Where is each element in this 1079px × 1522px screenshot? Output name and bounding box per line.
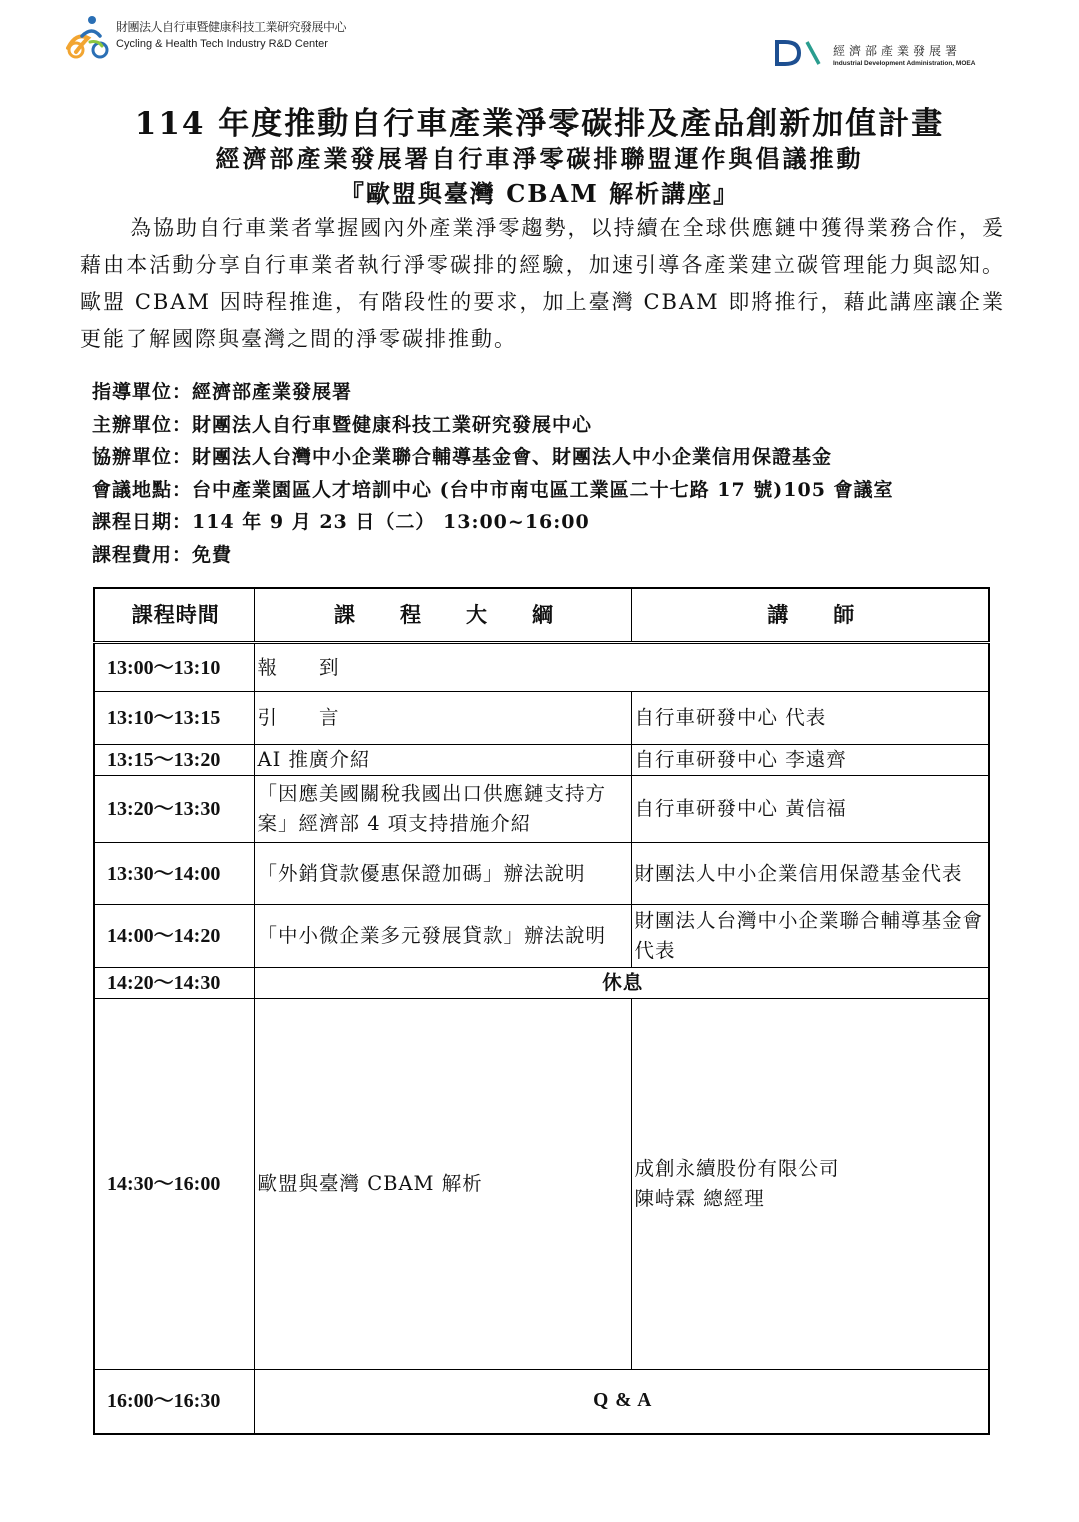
- table-row: [94, 843, 989, 905]
- header-speaker: 講 師: [631, 588, 989, 643]
- info-date: 課程日期：114 年 9 月 23 日（二） 13:00~16:00: [92, 511, 590, 533]
- speaker-name: 陳峙霖 總經理: [634, 1187, 765, 1210]
- event-info: [92, 376, 1012, 571]
- table-row: [94, 999, 989, 1370]
- row-time: 16:00～16:30: [94, 1370, 254, 1434]
- info-venue: 會議地點：台中產業園區人才培訓中心 (台中市南屯區工業區二十七路 17 號)105 會議室: [92, 478, 894, 501]
- row-topic: 「中小微企業多元發展貸款」辦法說明: [254, 905, 631, 968]
- header-topic: 課 程 大 綱: [254, 588, 631, 643]
- info-host: 主辦單位：財團法人自行車暨健康科技工業研究發展中心: [92, 413, 593, 436]
- row-time: 13:30～14:00: [94, 843, 254, 905]
- row-speaker: 自行車研發中心 李遠齊: [631, 745, 989, 776]
- logo-cycling-center: [62, 14, 362, 64]
- table-row: [94, 692, 989, 745]
- speaker-company: 成創永續股份有限公司: [634, 1157, 840, 1180]
- schedule-table: [93, 587, 990, 1435]
- sub-title: 經濟部產業發展署自行車淨零碳排聯盟運作與倡議推動: [215, 144, 864, 173]
- row-speaker: 財團法人中小企業信用保證基金代表: [631, 843, 989, 905]
- table-row: [94, 776, 989, 843]
- info-co-host: 協辦單位：財團法人台灣中小企業聯合輔導基金會、財團法人中小企業信用保證基金: [92, 446, 833, 468]
- cycling-center-logo-icon: [62, 14, 114, 60]
- main-title: 114 年度推動自行車產業淨零碳排及產品創新加值計畫: [134, 106, 945, 142]
- row-topic: AI 推廣介紹: [254, 745, 631, 776]
- row-topic: 休息: [254, 968, 989, 999]
- row-time: 13:00～13:10: [94, 643, 254, 692]
- ida-name-cn: 經濟部產業發展署: [833, 44, 962, 58]
- org-name-cn: 財團法人自行車暨健康科技工業研究發展中心: [116, 20, 347, 34]
- row-time: 14:00～14:20: [94, 905, 254, 968]
- row-speaker: 自行車研發中心 黃信福: [631, 776, 989, 843]
- row-time: 13:20～13:30: [94, 776, 254, 843]
- table-row: [94, 905, 989, 968]
- logo-ida: [775, 38, 1005, 78]
- header-time: 課程時間: [94, 588, 254, 643]
- row-topic: 「因應美國關稅我國出口供應鏈支持方案」經濟部 4 項支持措施介紹: [254, 776, 631, 843]
- row-speaker: 自行車研發中心 代表: [631, 692, 989, 745]
- table-row: [94, 643, 989, 692]
- row-time: 13:10～13:15: [94, 692, 254, 745]
- row-topic: 報 到: [254, 643, 989, 692]
- table-header-row: [94, 588, 989, 643]
- row-topic: 「外銷貸款優惠保證加碼」辦法說明: [254, 843, 631, 905]
- row-time: 13:15～13:20: [94, 745, 254, 776]
- row-topic: 引 言: [254, 692, 631, 745]
- intro-paragraph: 為協助自行車業者掌握國內外產業淨零趨勢，以持續在全球供應鏈中獲得業務合作，爰藉由本活動分享自行車業者執行淨零碳排的經驗，加速引導各產業建立碳管理能力與認知。歐盟 CBAM 因時程推進，有階段性的要求，加上臺灣 CBAM 即將推行，藉此講座讓企業更能了解國際與臺灣之間的淨零碳排推動。: [80, 216, 1005, 351]
- table-row: [94, 968, 989, 999]
- row-speaker: 財團法人台灣中小企業聯合輔導基金會 代表: [631, 905, 989, 968]
- row-speaker: [631, 999, 989, 1370]
- info-fee: 課程費用：免費: [92, 543, 233, 566]
- row-time: 14:20～14:30: [94, 968, 254, 999]
- ida-logo-icon: [775, 40, 827, 66]
- event-title: 『歐盟與臺灣 CBAM 解析講座』: [339, 179, 740, 208]
- ida-name-en: Industrial Development Administration, MOEA: [833, 60, 976, 67]
- info-guide: 指導單位：經濟部產業發展署: [92, 381, 353, 403]
- row-topic: 歐盟與臺灣 CBAM 解析: [254, 999, 631, 1370]
- row-topic: Q & A: [254, 1370, 989, 1434]
- org-name-en: Cycling & Health Tech Industry R&D Center: [116, 38, 328, 50]
- table-row: [94, 745, 989, 776]
- table-row: [94, 1370, 989, 1434]
- row-time: 14:30～16:00: [94, 999, 254, 1370]
